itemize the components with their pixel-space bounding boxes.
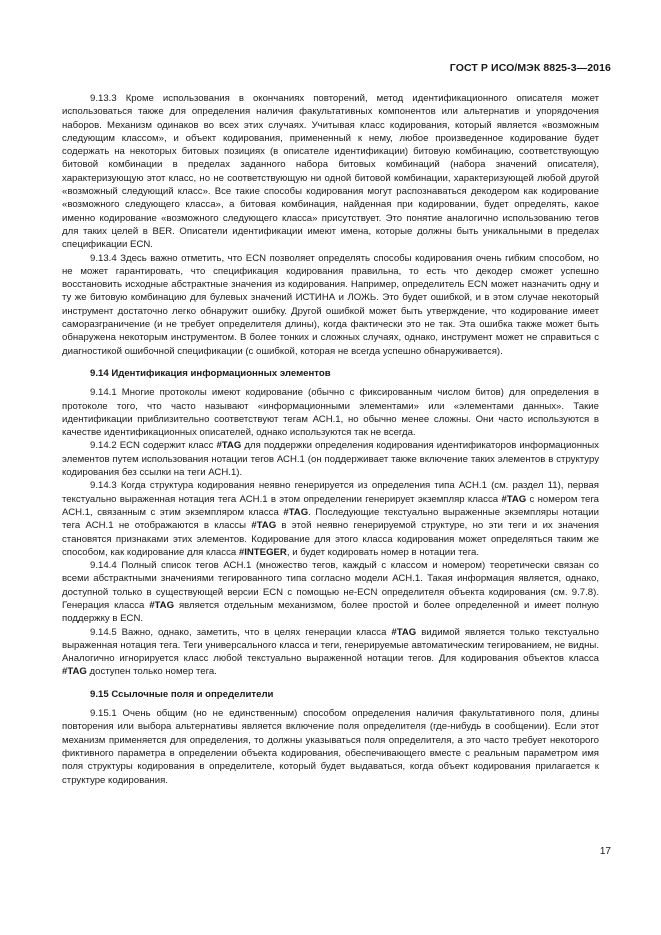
class-name-tag: #TAG	[391, 626, 417, 638]
text-run: является отдельным механизмом, более простой и более определенной и имеет полную поддержку в ECN.	[62, 599, 599, 625]
class-name-tag: #TAG	[251, 520, 277, 532]
text-run: 9.14.5 Важно, однако, заметить, что в целях генерации класса	[90, 626, 392, 638]
paragraph-9-15-1: 9.15.1 Очень общим (но не единственным) способом определения наличия факультативного поля, длины повторения или выбора альтернативы является включение поля определителя (где-нибудь в сообщении). Если этот механизм применяется для определения, то должны указываться поля определителя, а это часто требует некоторого фиктивного параметра в определении объекта кодирования, обеспечивающего вместе с реальным параметром имя поля структуры кодирования в определителе, который будет выдаваться, когда объект кодирования прилагается к структуре кодирования.	[62, 708, 599, 786]
text-run: с номером тега АСН.1, связанным с этим экземпляром класса	[62, 493, 599, 518]
paragraph-9-14-5	[62, 626, 599, 679]
paragraph-9-14-1: 9.14.1 Многие протоколы имеют кодирование (обычно с фиксированным числом битов) для определения в протоколе того, что часто называют «информационными элементами» или «элементами данных». Такие идентификации приблизительно соответствуют тегам АСН.1, но обычно менее сложны. Они часто используются в качестве идентификационных описателей, однако используются так не всегда.	[62, 387, 599, 439]
paragraph-9-14-2	[62, 439, 599, 479]
text-run: в этой неявно генерируемой структуре, но эти теги и их значения становятся признаками этих элементов. Кодирование для этого класса кодирования может определяться таким же способом, как кодирование для класса	[62, 520, 600, 558]
text-run: 9.14.2 ECN содержит класс	[90, 440, 217, 452]
text-run: видимой является только текстуально выраженная нотация тега. Теги универсального класса и теги, генерируемые автоматическим тегированием, не видны. Аналогично игнорируется класс любой текстуально выраженной нотации тегов. Для кодирования объектов класса	[62, 626, 599, 665]
class-name-tag: #TAG	[501, 493, 527, 505]
class-name-tag: #TAG	[149, 599, 175, 611]
document-body	[62, 92, 599, 787]
document-header: ГОСТ Р ИСО/МЭК 8825-3—2016	[449, 62, 611, 74]
text-run: . Последующие текстуально выраженные экземпляры нотации тега АСН.1 не отображаются в классы	[62, 506, 600, 532]
paragraph-9-14-3	[62, 479, 599, 559]
page-number: 17	[599, 846, 611, 857]
text-run: 9.14.4 Полный список тегов АСН.1 (множество тегов, каждый с классом и номером) теоретически связан со всеми абстрактными значениями тегированного типа согласно модели АСН.1. Такая информация является, однако, доступной только в существующей версии ECN с помощью не-ECN определителя объекта кодирования (см. 9.7.8). Генерация класса	[62, 560, 599, 611]
text-run: 9.14.3 Когда структура кодирования неявно генерируется из определения типа АСН.1 (см. раздел 11), первая текстуально выраженная нотация тега АСН.1 в этом определении генерирует экземпляр класса	[62, 480, 599, 505]
paragraph-9-14-4	[62, 559, 599, 625]
paragraph-9-13-4: 9.13.4 Здесь важно отметить, что ECN позволяет определять способы кодирования очень гибким способом, но не может гарантировать, что спецификация кодирования правильна, то есть что декодер сможет успешно восстановить исходные абстрактные значения из кодирования. Например, определитель ECN может назначить одну и ту же битовую комбинацию для булевых значений ИСТИНА и ЛОЖЬ. Это будет ошибкой, и в этом случае некоторый инструмент достаточно легко обнаружит ошибку. Другой ошибкой может быть утверждение, что кодирование имеет саморазграничение (и не требует определителя длины), когда фактически это не так. Эта ошибка также может быть обнаружена некоторым инструментом. В более тонких и сложных случаях, однако, инструмент может не справиться с диагностикой ошибочной спецификации (с ошибкой, которая не всегда успешно обнаруживается).	[62, 252, 599, 357]
class-name-tag: #TAG	[283, 506, 309, 518]
section-heading-9-14: 9.14 Идентификация информационных элементов	[90, 367, 331, 379]
paragraph-9-13-3: 9.13.3 Кроме использования в окончаниях повторений, метод идентификационного описателя может использоваться также для определения наличия факультативных компонентов или альтернатив и упорядочения наборов. Механизм одинаков во всех этих случаях. Учитывая класс кодирования, который является «возможным следующим классом», и объект кодирования, примененный к нему, любое произведенное кодирование будет содержать на некоторых битовых позициях (в описателе идентификации) битовую комбинацию, соответствующую битовой комбинации в пределах заданного набора битовых комбинаций (набора значений описателя), характеризующую этот класс, но не соответствующую ни одной битовой комбинации, характеризующей любой другой «возможный следующий класс». Все такие способы кодирования могут распознаваться декодером как кодирование «возможного следующего класса», а битовая комбинация, найденная при кодировании, будет определять, какое именно кодирование «возможного следующего класса» присутствует. Это понятие аналогично использованию тегов для таких целей в BER. Описатели идентификации имеют имена, которые должны быть уникальными в пределах спецификации ECN.	[62, 93, 599, 251]
class-name-integer: #INTEGER	[238, 546, 287, 558]
class-name-tag: #TAG	[216, 440, 242, 452]
text-run: , и будет кодировать номер в нотации тега.	[286, 546, 480, 558]
text-run: доступен только номер тега.	[86, 666, 217, 678]
class-name-tag: #TAG	[62, 666, 87, 678]
text-run: для поддержки определения кодирования идентификаторов информационных элементов путем использования нотации тегов АСН.1 (он поддерживает также включение таких элементов в структуру кодирования без ссылки на теги АСН.1).	[62, 440, 599, 479]
section-heading-9-15: 9.15 Ссылочные поля и определители	[90, 688, 274, 700]
